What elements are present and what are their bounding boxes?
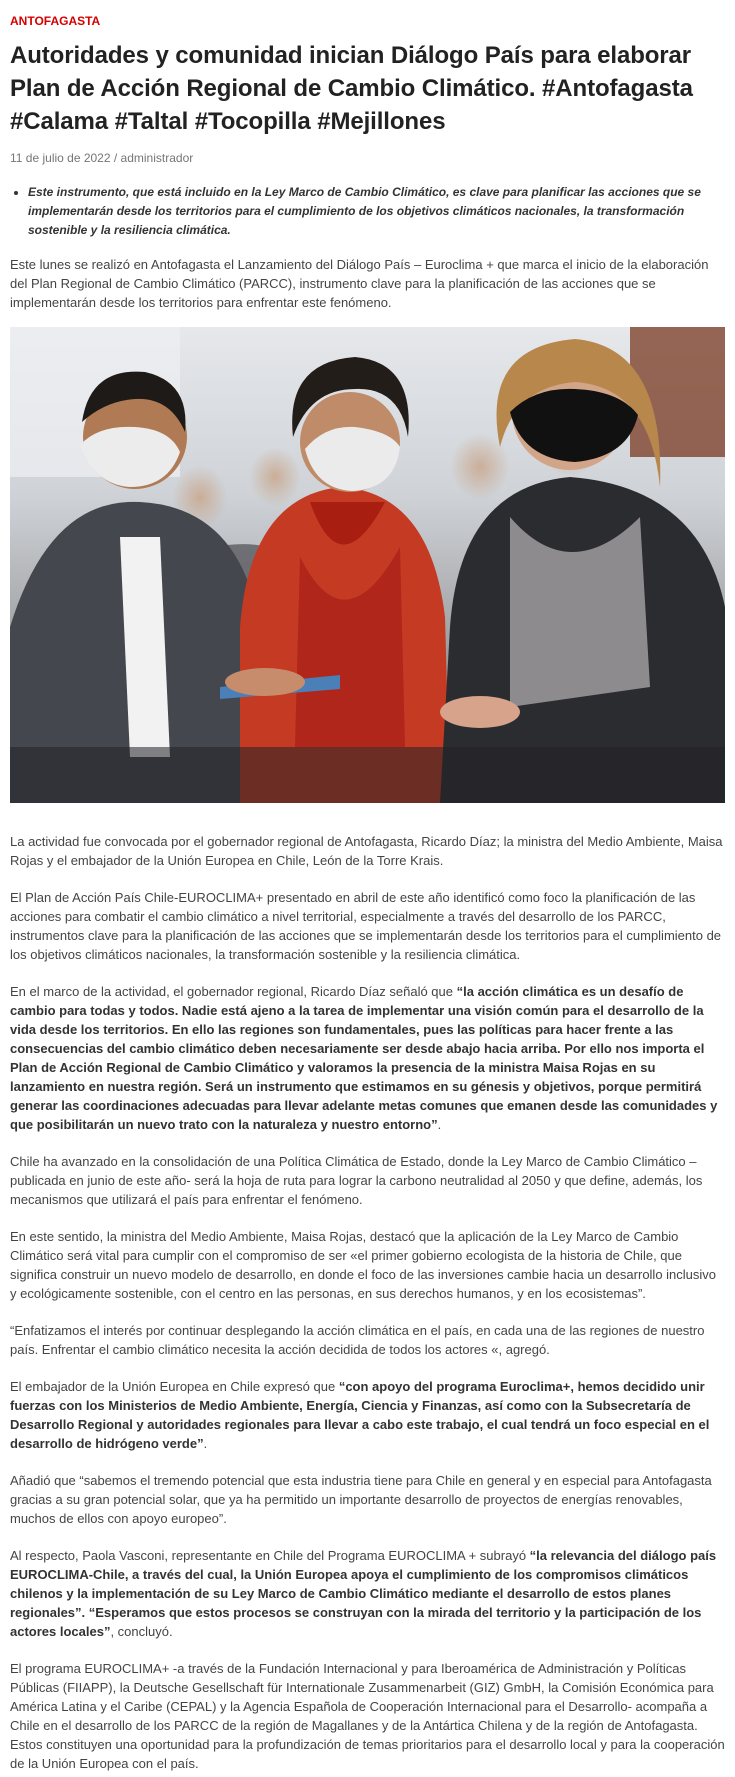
- paragraph-2: El Plan de Acción País Chile-EUROCLIMA+ presentado en abril de este año identificó como foco la planificación de las acciones para combatir el cambio climático a nivel territorial, especialmente a través del desarrollo de los PARCC, instrumentos clave para la planificación de las acciones que se implementarán desde los territorios para el cumplimiento de los objetivos climáticos nacionales, la transformación sostenible y la resiliencia climática.: [10, 890, 722, 962]
- paragraph-10: El programa EUROCLIMA+ -a través de la Fundación Internacional y para Iberoamérica de Administración y Políticas Públicas (FIIAPP), la Deutsche Gesellschaft für Internationale Zusammenarbeit (GIZ) GmbH, la Comisión Económica para América Latina y el Caribe (CEPAL) y la Agencia Española de Cooperación Internacional para el Desarrollo- acompaña a Chile en el desarrollo de los PARCC de la región de Magallanes y de la Antártica Chilena y de la región de Antofagasta. Estos constituyen una oportunidad para la profundización de temas prioritarios para el desarrollo local y para la cooperación de la Unión Europea con el país.: [10, 1661, 725, 1771]
- article-date: 11 de julio de 2022: [10, 151, 111, 165]
- paragraph-7: [10, 1377, 725, 1453]
- p3-tail: .: [437, 1117, 442, 1132]
- intro-paragraph: Este lunes se realizó en Antofagasta el Lanzamiento del Diálogo País – Euroclima + que marca el inicio de la elaboración del Plan Regional de Cambio Climático (PARCC), instrumento clave para la planificación de las acciones que se implementarán desde los territorios para enfrentar este fenómeno.: [10, 257, 709, 310]
- p9-lead: Al respecto, Paola Vasconi, representante en Chile del Programa EUROCLIMA + subrayó: [10, 1548, 530, 1563]
- article-title: Autoridades y comunidad inician Diálogo País para elaborar Plan de Acción Regional de Cambio Climático. #Antofagasta #Calama #Taltal #Tocopilla #Mejillones: [10, 42, 693, 135]
- article-meta: [10, 150, 725, 166]
- article-photo: [10, 327, 725, 803]
- p9-quote: “la relevancia del diálogo país EUROCLIMA-Chile, a través del cual, la Unión Europea apoya el cumplimiento de los compromisos climáticos chilenos y la implementación de su Ley Marco de Cambio Climático mediante el desarrollo de estos planes regionales”. “Esperamos que estos procesos se construyan con la mirada del territorio y la participación de los actores locales”: [10, 1548, 717, 1639]
- p9-tail: , concluyó.: [110, 1624, 173, 1639]
- paragraph-4: Chile ha avanzado en la consolidación de una Política Climática de Estado, donde la Ley Marco de Cambio Climático –publicada en junio de este año- será la hoja de ruta para lograr la carbono neutralidad al 2050 y que define, además, los mecanismos que utilizará el país para enfrentar el fenómeno.: [10, 1154, 703, 1207]
- paragraph-1: La actividad fue convocada por el gobernador regional de Antofagasta, Ricardo Díaz; la ministra del Medio Ambiente, Maisa Rojas y el embajador de la Unión Europea en Chile, León de la Torre Krais.: [10, 834, 723, 868]
- author-link[interactable]: administrador: [120, 151, 194, 165]
- p7-lead: El embajador de la Unión Europea en Chile expresó que: [10, 1379, 339, 1394]
- paragraph-3: [10, 982, 725, 1134]
- p3-quote: “la acción climática es un desafío de cambio para todas y todos. Nadie está ajeno a la tarea de implementar una visión común para el desarrollo de la vida desde los territorios. En ello las regiones son fundamentales, pues las políticas para hacer frente a las consecuencias del cambio climático deben necesariamente ser desde abajo hacia arriba. Por ello nos importa el Plan de Acción Regional de Cambio Climático y valoramos la presencia de la ministra Maisa Rojas en su lanzamiento en nuestra región. Será un instrumento que estimamos en su génesis y objetivos, porque permitirá generar las coordinaciones adecuadas para llevar adelante metas comunes que emanen desde las comunidades y que posibilitarán un nuevo trato con la naturaleza y nuestro entorno”: [10, 984, 718, 1132]
- paragraph-5: En este sentido, la ministra del Medio Ambiente, Maisa Rojas, destacó que la aplicación de la Ley Marco de Cambio Climático será vital para cumplir con el compromiso de ser «el primer gobierno ecologista de la historia de Chile, que significa construir un nuevo modelo de desarrollo, en donde el foco de las inversiones cambie hacia un desarrollo inclusivo y ecológicamente sostenible, con el centro en las personas, en sus derechos humanos, y en los ecosistemas”.: [10, 1229, 717, 1301]
- paragraph-6: “Enfatizamos el interés por continuar desplegando la acción climática en el país, en cada una de las regiones de nuestro país. Enfrentar el cambio climático necesita la acción decidida de todos los actores «, agregó.: [10, 1323, 705, 1357]
- p3-lead: En el marco de la actividad, el gobernador regional, Ricardo Díaz señaló que: [10, 984, 457, 999]
- p7-tail: .: [203, 1436, 208, 1451]
- photo-illustration: [10, 327, 725, 803]
- summary-list: [10, 183, 725, 240]
- p7-quote: “con apoyo del programa Euroclima+, hemos decidido unir fuerzas con los Ministerios de Medio Ambiente, Energía, Ciencia y Finanzas, así como con la Subsecretaría de Desarrollo Regional y autoridades regionales para llevar a cabo este trabajo, el cual tendrá un foco especial en el desarrollo de hidrógeno verde”: [10, 1379, 710, 1451]
- paragraph-8: Añadió que “sabemos el tremendo potencial que esta industria tiene para Chile en general y en especial para Antofagasta gracias a su gran potencial solar, que ya ha permitido un importante desarrollo de proyectos de energías renovables, muchos de ellos con apoyo europeo”.: [10, 1473, 712, 1526]
- category-link[interactable]: ANTOFAGASTA: [10, 14, 101, 28]
- meta-separator: /: [110, 151, 121, 165]
- paragraph-9: [10, 1546, 725, 1641]
- summary-item: • Este instrumento, que está incluido en la Ley Marco de Cambio Climático, es clave para planificar las acciones que se implementarán desde los territorios para el cumplimiento de los objetivos climáticos nacionales, la transformación sostenible y la resiliencia climática.: [28, 183, 725, 240]
